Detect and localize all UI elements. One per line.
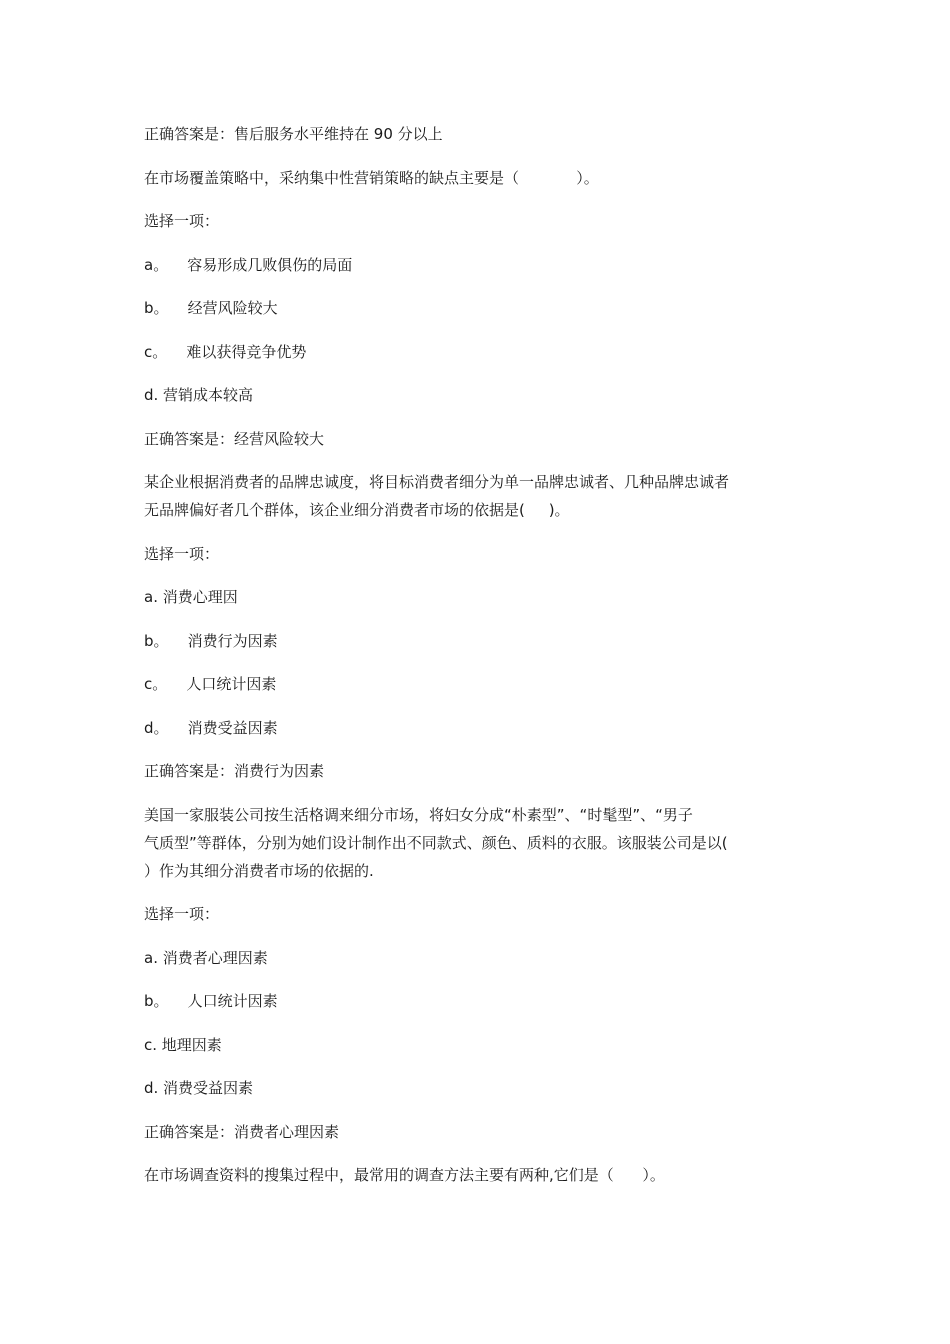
answer-option: c。 人口统计因素 xyxy=(144,675,277,693)
correct-answer: 正确答案是：消费行为因素 xyxy=(144,762,325,780)
paragraph-gap xyxy=(144,1015,814,1031)
select-one-prompt: 选择一项： xyxy=(144,905,220,923)
paragraph-gap xyxy=(144,409,814,425)
paragraph-gap xyxy=(144,1146,814,1162)
paragraph-gap xyxy=(144,972,814,988)
paragraph-gap xyxy=(144,785,814,801)
paragraph-gap xyxy=(144,322,814,338)
correct-answer: 正确答案是：售后服务水平维持在 90 分以上 xyxy=(144,125,443,143)
select-one-prompt: 选择一项： xyxy=(144,212,220,230)
question-line: ）作为其细分消费者市场的依据的. xyxy=(144,861,374,880)
question-line: 美国一家服装公司按生活格调来细分市场，将妇女分成“朴素型”、“时髦型”、“男子 xyxy=(144,805,693,824)
correct-answer: 正确答案是：消费者心理因素 xyxy=(144,1122,340,1141)
question-line: 气质型”等群体，分别为她们设计制作出不同款式、颜色、质料的衣服。该服装公司是以( xyxy=(144,833,728,852)
question-text xyxy=(144,468,814,524)
answer-option: a. 消费者心理因素 xyxy=(144,948,268,967)
paragraph-gap xyxy=(144,698,814,714)
question-text xyxy=(144,801,814,885)
paragraph-gap xyxy=(144,148,814,164)
paragraph-gap xyxy=(144,611,814,627)
select-one-prompt: 选择一项： xyxy=(144,544,220,563)
paragraph-gap xyxy=(144,1059,814,1075)
question-text xyxy=(144,1161,814,1189)
document-page xyxy=(144,120,814,1189)
paragraph-gap xyxy=(144,235,814,251)
paragraph-gap xyxy=(144,928,814,944)
answer-option: c。 难以获得竞争优势 xyxy=(144,342,307,361)
paragraph-gap xyxy=(144,524,814,540)
question-text xyxy=(144,164,814,192)
question-line: 某企业根据消费者的品牌忠诚度，将目标消费者细分为单一品牌忠诚者、几种品牌忠诚者 xyxy=(144,473,730,491)
answer-option: b。 消费行为因素 xyxy=(144,631,278,650)
paragraph-gap xyxy=(144,885,814,901)
answer-option: a。 容易形成几败俱伤的局面 xyxy=(144,255,353,274)
paragraph-gap xyxy=(144,453,814,469)
question-line: 在市场覆盖策略中，采纳集中性营销策略的缺点主要是（ ）。 xyxy=(144,168,599,187)
paragraph-gap xyxy=(144,192,814,208)
paragraph-gap xyxy=(144,1102,814,1118)
question-line: 在市场调查资料的搜集过程中，最常用的调查方法主要有两种,它们是（ ）。 xyxy=(144,1166,665,1184)
paragraph-gap xyxy=(144,742,814,758)
paragraph-gap xyxy=(144,279,814,295)
answer-option: d。 消费受益因素 xyxy=(144,718,278,737)
answer-option: c. 地理因素 xyxy=(144,1035,222,1054)
answer-option: d. 营销成本较高 xyxy=(144,386,254,404)
paragraph-gap xyxy=(144,655,814,671)
question-line: 无品牌偏好者几个群体，该企业细分消费者市场的依据是( )。 xyxy=(144,501,570,519)
paragraph-gap xyxy=(144,568,814,584)
correct-answer: 正确答案是：经营风险较大 xyxy=(144,429,325,448)
answer-option: b。 人口统计因素 xyxy=(144,992,278,1010)
paragraph-gap xyxy=(144,366,814,382)
answer-option: d. 消费受益因素 xyxy=(144,1079,254,1097)
answer-option: b。 经营风险较大 xyxy=(144,299,278,317)
answer-option: a. 消费心理因 xyxy=(144,588,238,606)
